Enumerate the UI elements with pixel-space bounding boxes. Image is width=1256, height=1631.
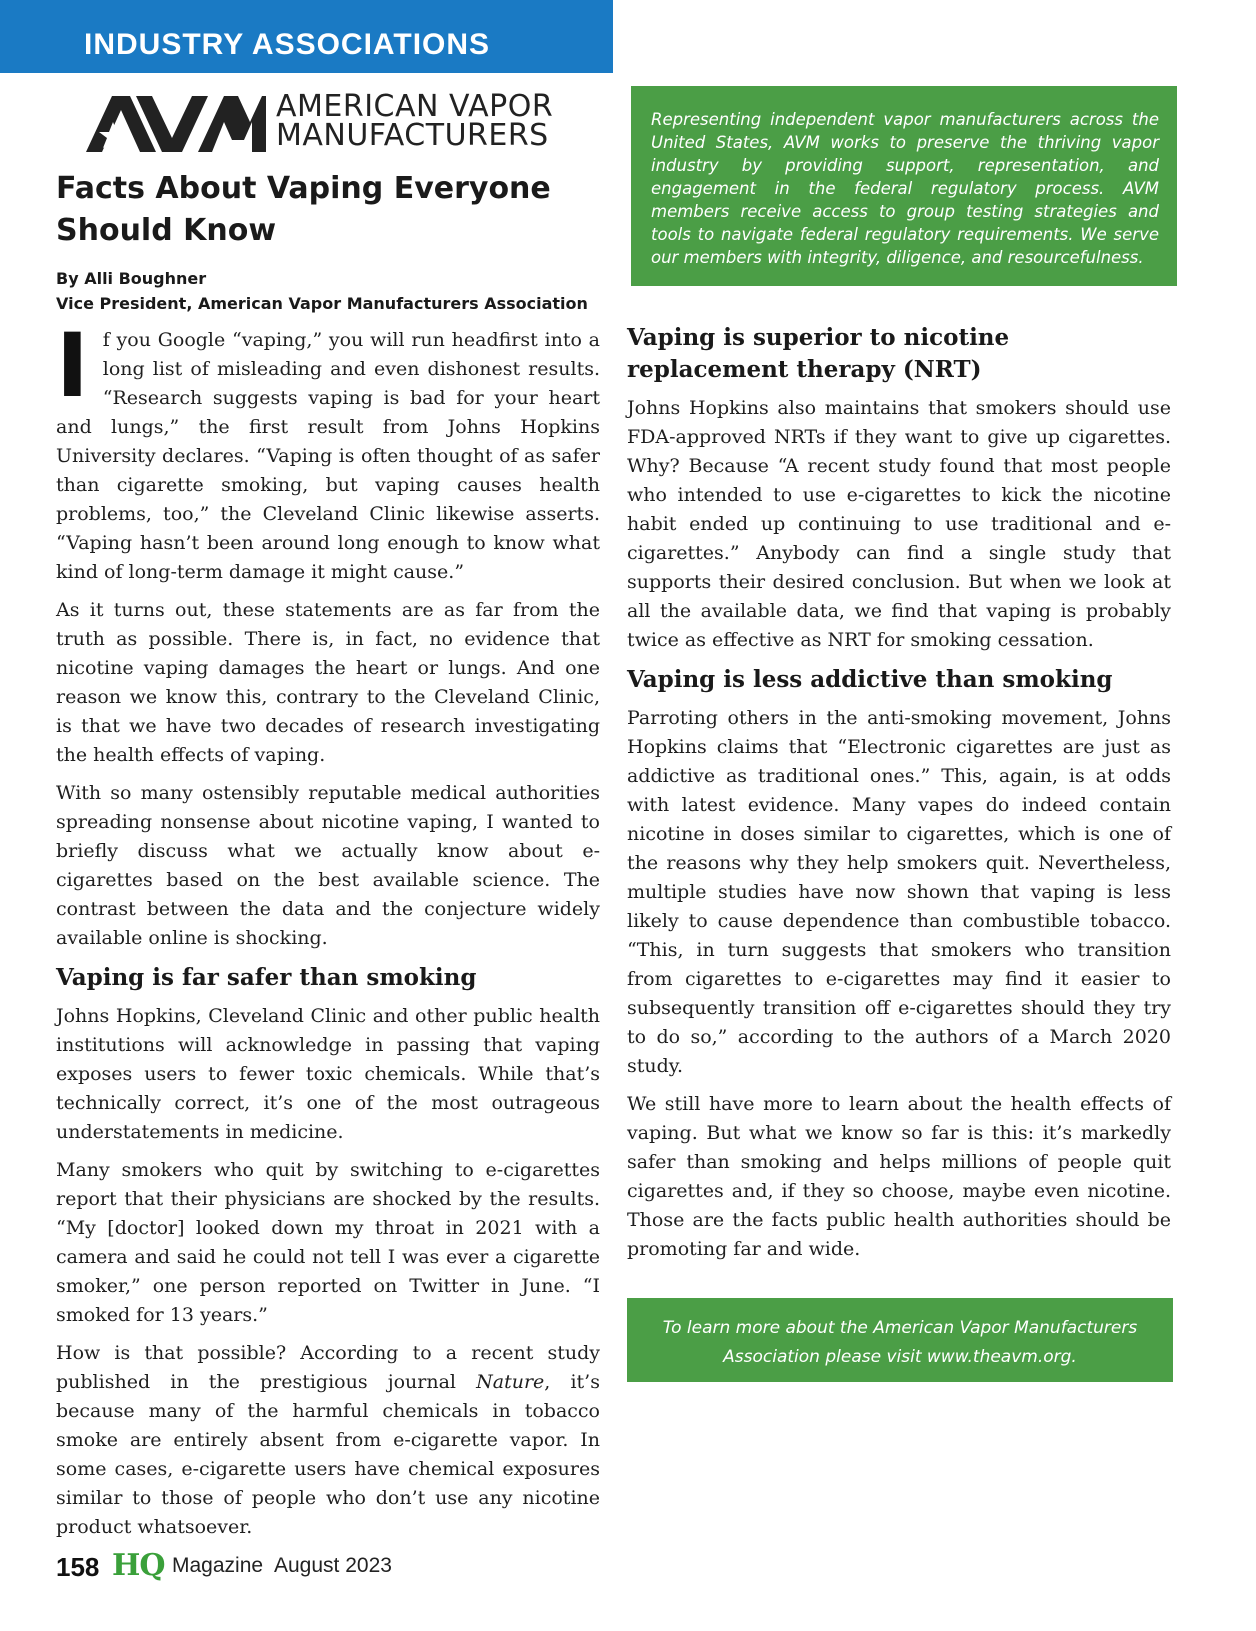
article-title: Facts About Vaping Everyone Should Know: [56, 171, 551, 248]
article-column-right: [627, 326, 1171, 1273]
paragraph-text: How is that possible? According to a recent study published in the prestigious journal: [56, 1342, 600, 1393]
magazine-label: Magazine: [172, 1554, 264, 1577]
avm-logo-mark-icon: [86, 96, 266, 152]
author-name: By Alli Boughner: [56, 269, 207, 288]
paragraph-text: f you Google “vaping,” you will run headfirst into a long list of misleading and even dishonest results. “Research suggests vaping is bad for your heart and lungs,” the first result from Johns Hopkins University declares. “Vaping is often thought of as safer than cigarette smoking, but vaping causes health problems, too,” the Cleveland Clinic likewise asserts. “Vaping hasn’t been around long enough to know what kind of long-term damage it might cause.”: [56, 329, 600, 583]
learn-more-text: To learn more about the American Vapor Manufacturers Association please visit www.theavm.org.: [662, 1318, 1138, 1367]
avm-logo: [86, 89, 586, 154]
logo-line-1: AMERICAN VAPOR: [276, 89, 554, 124]
paragraph-text: , it’s because many of the harmful chemicals in tobacco smoke are entirely absent from e-cigarette vapor. In some cases, e-cigarette users have chemical exposures similar to those of people who don’t use any nicotine product whatsoever.: [56, 1371, 600, 1538]
logo-wordmark: [276, 89, 554, 153]
logo-line-2: MANUFACTURERS: [276, 118, 549, 153]
paragraph: Johns Hopkins also maintains that smokers should use FDA-approved NRTs if they want to give up cigarettes. Why? Because “A recent study found that most people who intended to use e-cigarettes to kick the nicotine habit ended up continuing to use traditional and e-cigarettes.” Anybody can find a single study that supports their desired conclusion. But when we look at all the available data, we find that vaping is probably twice as effective as NRT for smoking cessation.: [627, 397, 1171, 651]
page-number: 158: [56, 1552, 100, 1582]
paragraph: [56, 1339, 600, 1542]
author-role: Vice President, American Vapor Manufacturers Association: [56, 294, 588, 313]
paragraph: We still have more to learn about the health effects of vaping. But what we know so far is this: it’s markedly safer than smoking and helps millions of people quit cigarettes and, if they so choose, maybe even nicotine. Those are the facts public health authorities should be promoting far and wide.: [627, 1093, 1171, 1260]
paragraph: Johns Hopkins, Cleveland Clinic and other public health institutions will acknowledge in passing that vaping exposes users to fewer toxic chemicals. While that’s technically correct, it’s one of the most outrageous understatements in medicine.: [56, 1005, 600, 1143]
paragraph: Parroting others in the anti-smoking movement, Johns Hopkins claims that “Electronic cigarettes are just as addictive as traditional ones.” This, again, is at odds with latest evidence. Many vapes do indeed contain nicotine in doses similar to cigarettes, which is one of the reasons why they help smokers quit. Nevertheless, multiple studies have now shown that vaping is less likely to cause dependence than combustible tobacco. “This, in turn suggests that smokers who transition from cigarettes to e-cigarettes may find it easier to subsequently transition off e-cigarettes should they try to do so,” according to the authors of a March 2020 study.: [627, 707, 1171, 1077]
paragraph: Many smokers who quit by switching to e-cigarettes report that their physicians are shocked by the results. “My [doctor] looked down my throat in 2021 with a camera and said he could not tell I was ever a cigarette smoker,” one person reported on Twitter in June. “I smoked for 13 years.”: [56, 1159, 600, 1326]
paragraph: [56, 314, 600, 587]
byline: [56, 266, 588, 316]
section-heading: Vaping is superior to nicotine replacement therapy (NRT): [627, 324, 1010, 383]
about-avm-text: Representing independent vapor manufacturers across the United States, AVM works to preserve the thriving vapor industry by providing support, representation, and engagement in the federal regulatory process. AVM members receive access to group testing strategies and tools to navigate federal regulatory requirements. We serve our members with integrity, diligence, and resourcefulness.: [651, 110, 1159, 267]
article-column-left: [56, 314, 600, 1551]
section-banner: [0, 0, 613, 73]
section-label: INDUSTRY ASSOCIATIONS: [84, 28, 491, 61]
issue-date: August 2023: [274, 1554, 392, 1577]
paragraph: With so many ostensibly reputable medical authorities spreading nonsense about nicotine vaping, I wanted to briefly discuss what we actually know about e-cigarettes based on the best available science. The contrast between the data and the conjecture widely available online is shocking.: [56, 782, 600, 949]
hq-logo: HQ: [112, 1548, 165, 1583]
section-heading: Vaping is less addictive than smoking: [627, 666, 1113, 693]
about-avm-box: [631, 86, 1177, 286]
paragraph: As it turns out, these statements are as far from the truth as possible. There is, in fact, no evidence that nicotine vaping damages the heart or lungs. And one reason we know this, contrary to the Cleveland Clinic, is that we have two decades of research investigating the health effects of vaping.: [56, 599, 600, 766]
journal-name: Nature: [476, 1371, 545, 1393]
learn-more-box: [627, 1298, 1173, 1382]
drop-cap: I: [56, 314, 89, 417]
section-heading: Vaping is far safer than smoking: [56, 964, 477, 991]
